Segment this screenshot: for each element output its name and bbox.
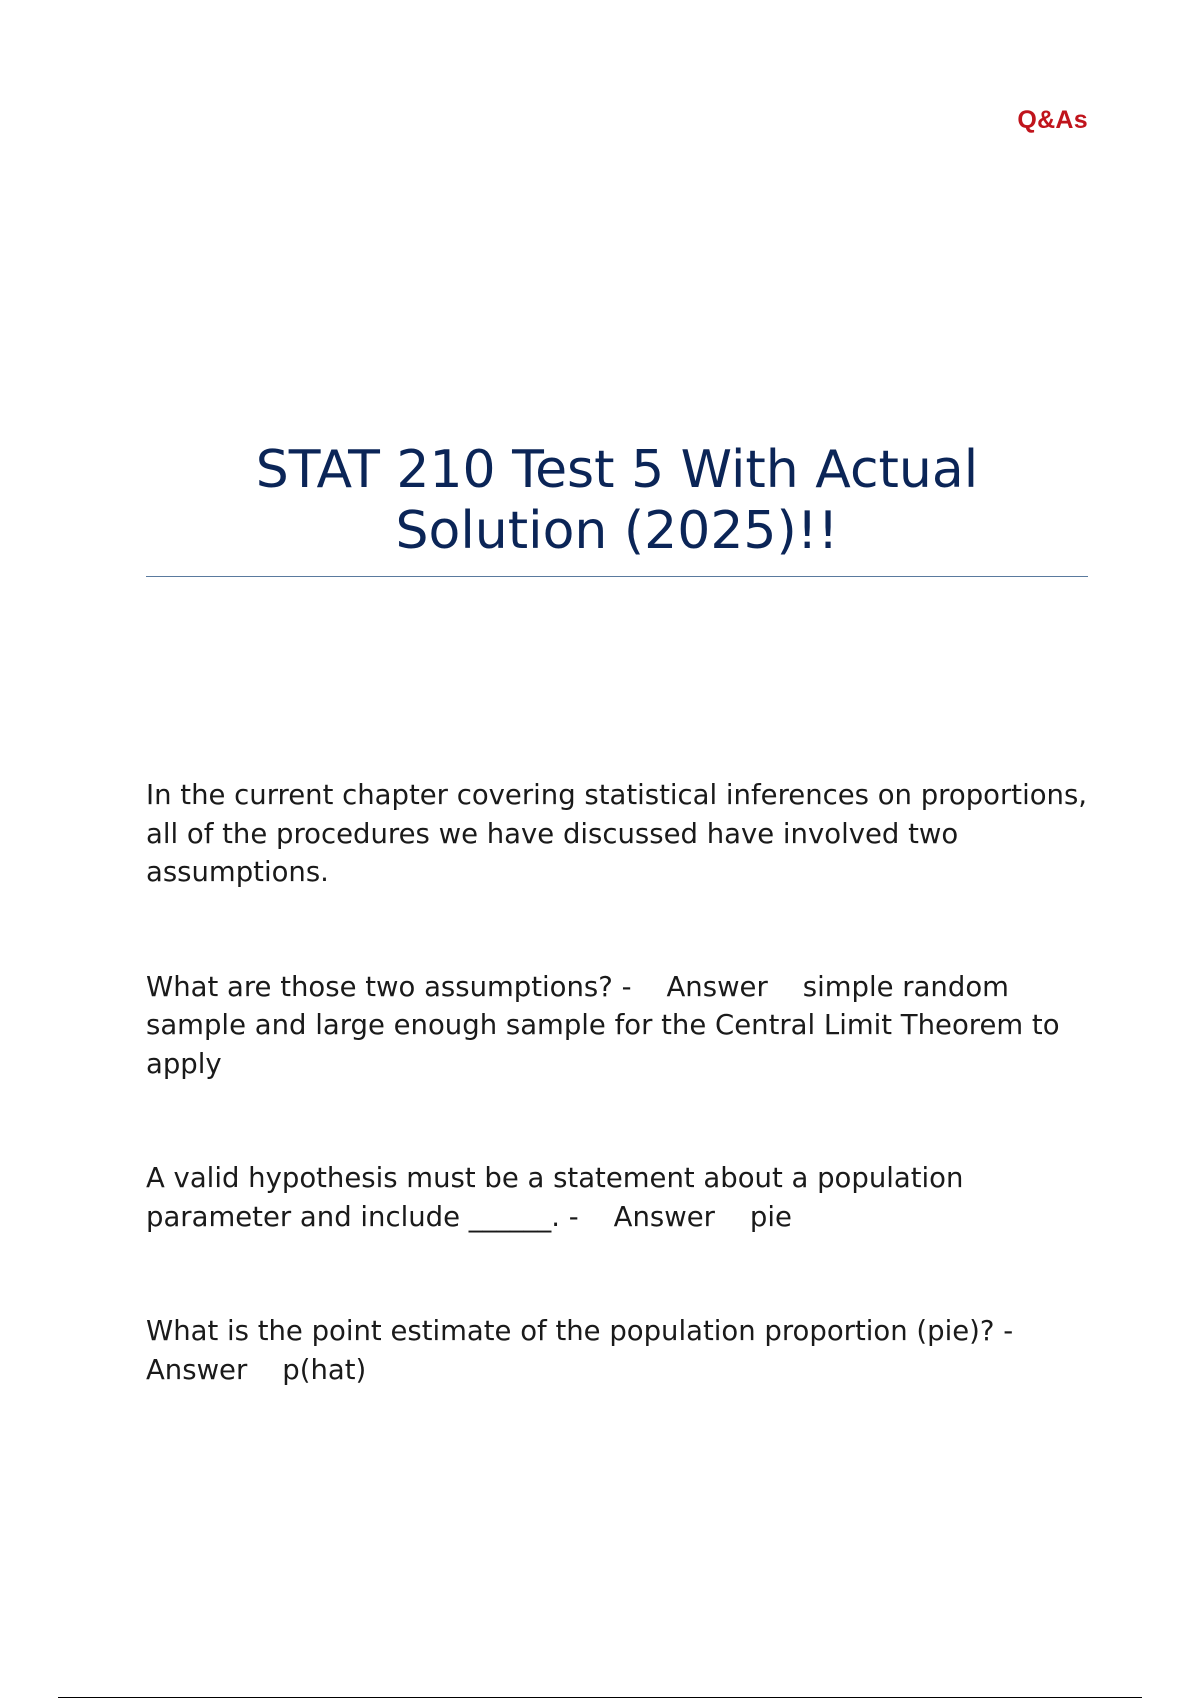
question-text: What are those two assumptions? -	[146, 970, 632, 1003]
qa-list	[146, 776, 1096, 1389]
question-text: A valid hypothesis must be a statement about a population parameter and include ______. -	[146, 1162, 964, 1233]
qa-item-intro	[146, 776, 1096, 892]
qa-header-tag: Q&As	[1017, 106, 1088, 134]
answer-separator	[768, 971, 803, 1003]
qa-item	[146, 968, 1096, 1084]
question-text: What is the point estimate of the population proportion (pie)? -	[146, 1315, 1014, 1347]
title-divider	[146, 576, 1088, 577]
answer-label: Answer	[666, 970, 768, 1003]
title-block	[146, 440, 1088, 562]
answer-separator	[247, 1354, 282, 1386]
answer-text: simple random sample and large enough sample for the Central Limit Theorem to apply	[146, 970, 1060, 1080]
answer-separator	[632, 971, 667, 1003]
answer-label: Answer	[146, 1353, 248, 1386]
answer-label: Answer	[613, 1200, 715, 1233]
qa-item	[146, 1312, 1096, 1389]
answer-text: p(hat)	[282, 1353, 367, 1386]
answer-separator	[579, 1201, 614, 1233]
answer-separator	[715, 1201, 750, 1233]
document-title: STAT 210 Test 5 With Actual Solution (2025)!!	[255, 440, 979, 561]
question-text: In the current chapter covering statistical inferences on proportions, all of the procedures we have discussed have involved two assumptions.	[146, 779, 1088, 888]
qa-item	[146, 1159, 1096, 1236]
answer-text: pie	[749, 1200, 792, 1233]
footer-divider	[58, 1697, 1142, 1698]
